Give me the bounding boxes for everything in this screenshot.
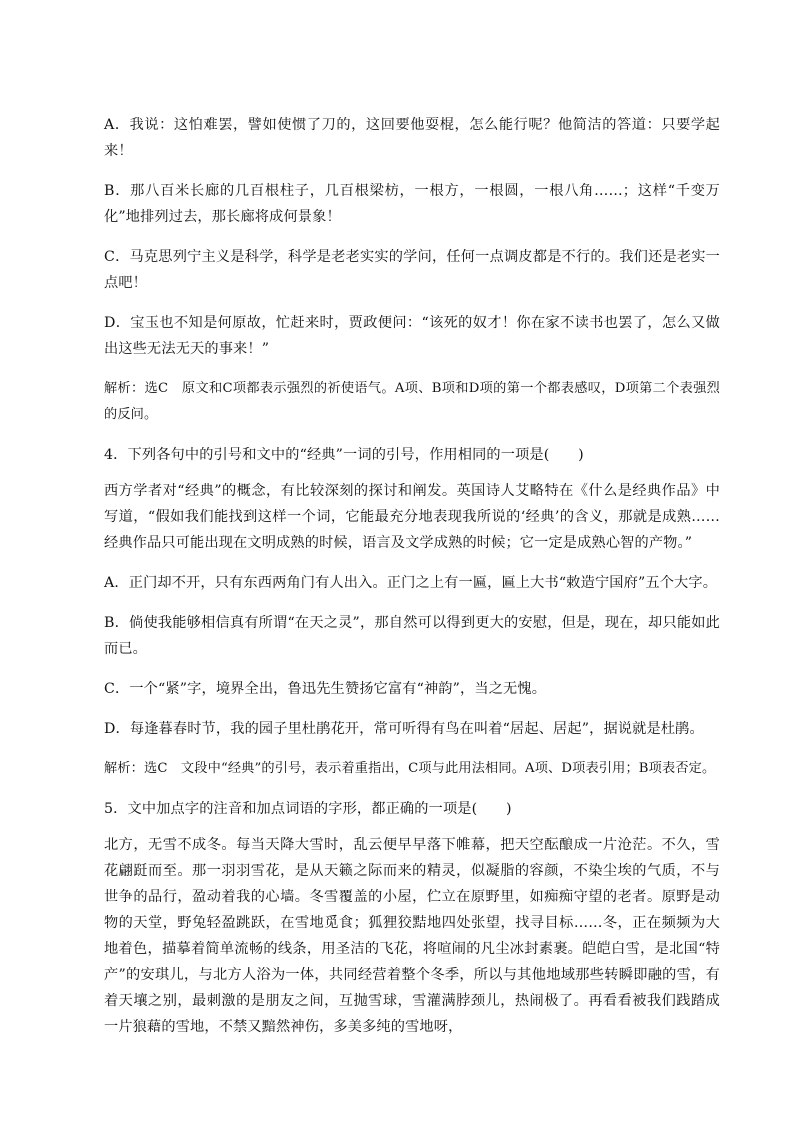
q4-option-c: C．一个“紧”字，境界全出，鲁迅先生赞扬它富有“神韵”，当之无愧。 [104, 681, 547, 697]
q3-option-a: A．我说：这怕难罢，譬如使惯了刀的，这回要他耍棍，怎么能行呢？他简洁的答道：只要学起来！ [104, 117, 720, 159]
q4-option-a: A．正门却不开，只有东西两角门有人出入。正门之上有一匾，匾上大书“敕造宁国府”五个大字。 [104, 575, 718, 591]
q5-passage: 北方，无雪不成冬。每当天降大雪时，乱云便早早落下帷幕，把天空酝酿成一片沧茫。不久，雪花翩跹而至。那一羽羽雪花，是从天籁之际而来的精灵，似凝脂的容颜，不染尘埃的气质，不与世争的品行，盈动着我的心墙。冬雪覆盖的小屋，伫立在原野里，如痴痴守望的老者。原野是动物的天堂，野兔轻盈跳跃，在雪地觅食；狐狸狡黠地四处张望，找寻目标……冬，正在频频为大地着色，描摹着简单流畅的线条，用圣洁的飞花，将喧闹的凡尘冰封素裹。皑皑白雪，是北国“特产”的安琪儿，与北方人浴为一体，共同经营着整个冬季，所以与其他地域那些转瞬即融的雪，有着天壤之别，最刺激的是朋友之间，互抛雪球，雪灌满脖颈儿，热闹极了。再看看被我们践踏成一片狼藉的雪地，不禁又黯然神伤，多美多纯的雪地呀， [104, 837, 720, 1035]
q3-option-d: D．宝玉也不知是何原故，忙赶来时，贾政便问：“该死的奴才！你在家不读书也罢了，怎么又做出这些无法无天的事来！” [104, 315, 720, 357]
q3-option-b: B．那八百米长廊的几百根柱子，几百根梁枋，一根方，一根圆，一根八角……；这样“千变万化”地排列过去，那长廊将成何景象！ [104, 183, 720, 225]
q4-option-b: B．倘使我能够相信真有所谓“在天之灵”，那自然可以得到更大的安慰，但是，现在，却只能如此而已。 [104, 615, 720, 657]
q4-option-d: D．每逢暮春时节，我的园子里杜鹃花开，常可听得有鸟在叫着“居起、居起”，据说就是杜鹃。 [104, 721, 704, 737]
q4-passage: 西方学者对“经典”的概念，有比较深刻的探讨和阐发。英国诗人艾略特在《什么是经典作品》中写道，“假如我们能找到这样一个词，它能最充分地表现我所说的‘经典’的含义，那就是成熟……经典作品只可能出现在文明成熟的时候，语言及文学成熟的时候；它一定是成熟心智的产物。” [104, 483, 720, 551]
q3-option-c: C．马克思列宁主义是科学，科学是老老实实的学问，任何一点调皮都是不行的。我们还是老实一点吧！ [104, 249, 720, 291]
q5-stem: 5．文中加点字的注音和加点词语的字形，都正确的一项是( ) [104, 801, 512, 817]
q3-analysis: 解析：选C 原文和C项都表示强烈的祈使语气。A项、B项和D项的第一个都表感叹，D项第二个表强烈的反问。 [104, 381, 720, 422]
q4-stem: 4．下列各句中的引号和文中的“经典”一词的引号，作用相同的一项是( ) [104, 447, 584, 463]
q4-analysis: 解析：选C 文段中“经典”的引号，表示着重指出，C项与此用法相同。A项、D项表引用；B项表否定。 [104, 761, 716, 776]
